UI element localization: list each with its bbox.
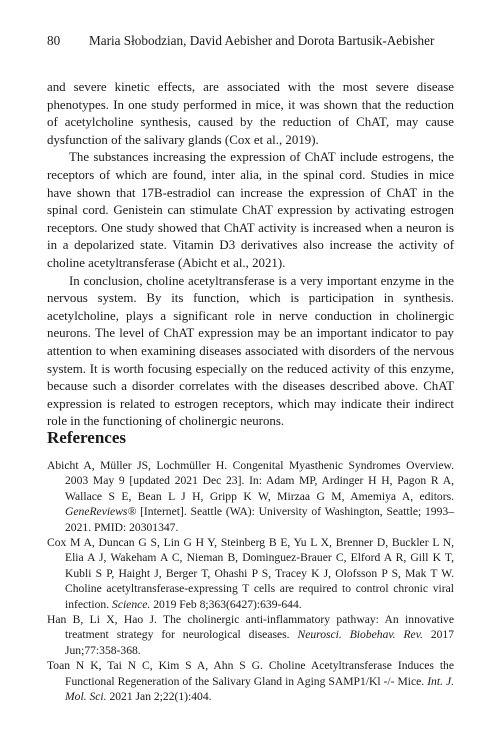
reference-text: Cox M A, Duncan G S, Lin G H Y, Steinberg B E, Yu L X, Brenner D, Buckler L N, Elia A J, Wakeham A C, Nieman B, Dominguez-Brauer C, Elford A R, Gill K T, Kubli S P, Haight J, Berger T, Ohashi P S, Tracey K J, Olofsson P S, Mak T W. Choline acetyltransferase-expressing T cells are required to control chronic viral infection. [47, 536, 454, 611]
reference-details: 2019 Feb 8;363(6427):639-644. [150, 597, 302, 611]
page-number: 80 [47, 33, 61, 48]
body-paragraph: In conclusion, choline acetyltransferase is a very important enzyme in the nervous system. By its function, which is participation in synthesis. acetylcholine, plays a significant role in nerve conduction in cholinergic neurons. The level of ChAT expression may be an important indicator to pay attention to when examining diseases associated with disorders of the nervous system. It is worth focusing especially on the reduced activity of this enzyme, because such a disorder correlates with the diseases described above. ChAT expression is related to estrogen receptors, which may indicate their indirect role in the functioning of cholinergic neurons. [47, 273, 454, 429]
reference-details: 2021 Jan 2;22(1):404. [106, 690, 212, 704]
reference-journal: Science. [112, 597, 151, 611]
body-paragraph: The substances increasing the expression of ChAT include estrogens, the receptors of which are found, inter alia, in the spinal cord. Studies in mice have shown that 17B-estradiol can increase the expression of ChAT in the spinal cord. Genistein can stimulate ChAT expression by activating estrogen receptors. One study showed that ChAT activity is increased when a neuron is in a depolarized state. Vitamin D3 derivatives also increase the activity of choline acetyltransferase (Abicht et al., 2021). [47, 150, 454, 270]
running-header [47, 33, 457, 49]
reference-list [47, 458, 454, 705]
reference-journal: GeneReviews® [65, 505, 137, 519]
body-text [47, 79, 454, 431]
reference-journal: Neurosci. Biobehav. Rev. [297, 628, 423, 642]
reference-item [47, 612, 454, 658]
reference-item [47, 658, 454, 704]
body-paragraph: and severe kinetic effects, are associated with the most severe disease phenotypes. In one study performed in mice, it was shown that the reduction of acetylcholine synthesis, caused by the reduction of ChAT, may cause dysfunction of the salivary glands (Cox et al., 2019). [47, 80, 454, 147]
reference-item [47, 458, 454, 535]
reference-text: Han B, Li X, Hao J. The cholinergic anti-inflammatory pathway: An innovative treatment strategy for neurological diseases. [47, 613, 454, 642]
header-authors: Maria Słobodzian, David Aebisher and Dorota Bartusik-Aebisher [89, 33, 435, 48]
reference-text: Abicht A, Müller JS, Lochmüller H. Congenital Myasthenic Syndromes Overview. 2003 May 9 [updated 2021 Dec 23]. In: Adam MP, Ardinger H H, Pagon R A, Wallace S E, Bean L J H, Gripp K W, Mirzaa G M, Amemiya A, editors. [47, 459, 454, 503]
reference-text: Toan N K, Tai N C, Kim S A, Ahn S G. Choline Acetyltransferase Induces the Functional Regeneration of the Salivary Gland in Aging SAMP1/Kl -/- Mice. [47, 659, 454, 688]
reference-details: 2017 Jun;77:358-368. [65, 628, 455, 657]
reference-journal: Int. J. Mol. Sci. [65, 674, 454, 704]
reference-item [47, 535, 454, 612]
reference-details: [Internet]. Seattle (WA): University of Washington, Seattle; 1993–2021. PMID: 20301347. [65, 505, 454, 534]
references-heading: References [47, 428, 126, 447]
